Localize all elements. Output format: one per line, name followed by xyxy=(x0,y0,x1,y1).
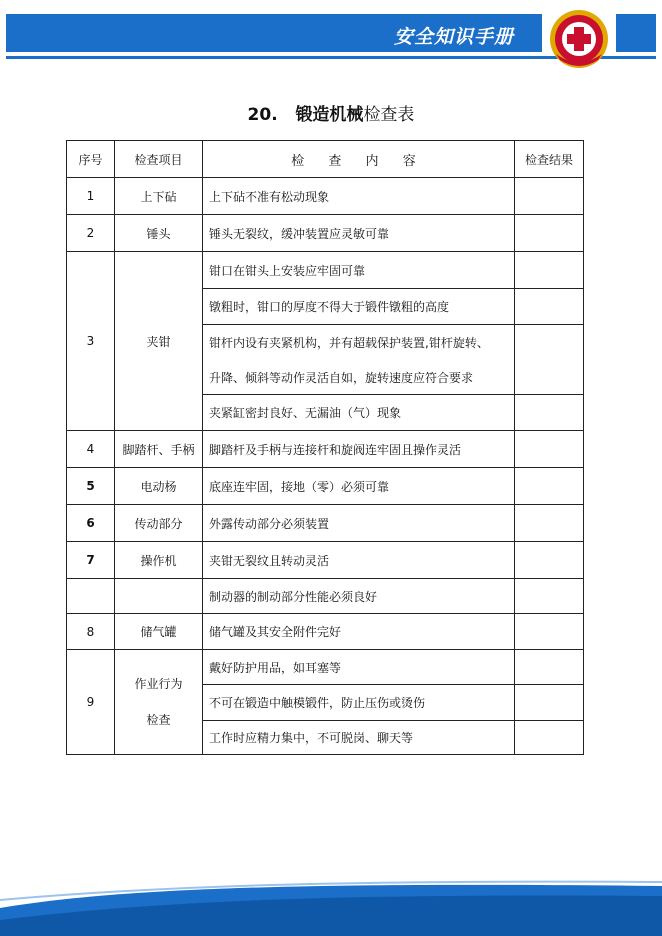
result-cell[interactable] xyxy=(515,685,584,721)
row-number: 4 xyxy=(67,431,115,468)
result-cell[interactable] xyxy=(515,215,584,252)
check-item: 电动杨 xyxy=(115,468,203,505)
row-number: 7 xyxy=(67,542,115,579)
check-item: 传动部分 xyxy=(115,505,203,542)
check-content: 戴好防护用品，如耳塞等 xyxy=(203,650,515,685)
row-number: 3 xyxy=(67,252,115,431)
title-bold: 锻造机械 xyxy=(295,105,364,125)
check-content: 不可在锻造中触模锻件，防止压伤或烫伤 xyxy=(203,685,515,721)
check-content: 钳口在钳头上安装应牢固可靠 xyxy=(203,252,515,289)
safety-cross-emblem-icon xyxy=(548,8,610,70)
row-number: 8 xyxy=(67,614,115,650)
result-cell[interactable] xyxy=(515,289,584,325)
check-content: 脚踏杆及手柄与连接杆和旋阀连牢固且操作灵活 xyxy=(203,431,515,468)
check-content: 外露传动部分必须装置 xyxy=(203,505,515,542)
table-row xyxy=(67,215,584,252)
result-cell[interactable] xyxy=(515,542,584,579)
table-row xyxy=(67,178,584,215)
header-title: 安全知识手册 xyxy=(393,26,514,48)
table-row xyxy=(67,542,584,579)
table-row xyxy=(67,252,584,289)
check-content: 底座连牢固，接地（零）必须可靠 xyxy=(203,468,515,505)
result-cell[interactable] xyxy=(515,325,584,395)
table-header-row xyxy=(67,141,584,178)
empty-cell xyxy=(67,579,115,614)
footer-wave xyxy=(0,868,662,936)
check-content: 升降、倾斜等动作灵活自如，旋转速度应符合要求 xyxy=(203,361,515,395)
table-row xyxy=(67,579,584,614)
check-item: 储气罐 xyxy=(115,614,203,650)
header-tab xyxy=(616,14,656,52)
check-item-line-1: 作业行为 xyxy=(134,677,183,691)
table-row xyxy=(67,468,584,505)
check-item: 操作机 xyxy=(115,542,203,579)
title-light: 检查表 xyxy=(363,105,415,125)
header-band xyxy=(6,14,542,52)
table-row xyxy=(67,614,584,650)
result-cell[interactable] xyxy=(515,721,584,755)
header-content: 检 查 内 容 xyxy=(203,141,515,178)
header-no: 序号 xyxy=(67,141,115,178)
check-item-line-2: 检查 xyxy=(146,713,171,727)
result-cell[interactable] xyxy=(515,252,584,289)
check-item: 夹钳 xyxy=(115,252,203,431)
check-item: 锤头 xyxy=(115,215,203,252)
result-cell[interactable] xyxy=(515,650,584,685)
header-item: 检查项目 xyxy=(115,141,203,178)
row-number: 2 xyxy=(67,215,115,252)
table-row xyxy=(67,650,584,685)
table-row xyxy=(67,505,584,542)
check-content: 制动器的制动部分性能必须良好 xyxy=(203,579,515,614)
check-content: 镦粗时，钳口的厚度不得大于锻件镦粗的高度 xyxy=(203,289,515,325)
row-number: 5 xyxy=(67,468,115,505)
empty-cell xyxy=(115,579,203,614)
inspection-table xyxy=(66,140,584,755)
table-row xyxy=(67,431,584,468)
check-content: 夹紧缸密封良好、无漏油（气）现象 xyxy=(203,395,515,431)
check-content: 锤头无裂纹，缓冲装置应灵敏可靠 xyxy=(203,215,515,252)
check-content: 夹钳无裂纹且转动灵活 xyxy=(203,542,515,579)
check-content: 钳杆内设有夹紧机构，并有超载保护装置,钳杆旋转、 xyxy=(203,325,515,361)
check-item: 脚踏杆、手柄 xyxy=(115,431,203,468)
result-cell[interactable] xyxy=(515,178,584,215)
check-content: 储气罐及其安全附件完好 xyxy=(203,614,515,650)
check-content: 工作时应精力集中，不可脱岗、聊天等 xyxy=(203,721,515,755)
title-number: 20. xyxy=(247,105,278,125)
check-item xyxy=(115,650,203,755)
check-item: 上下砧 xyxy=(115,178,203,215)
header-result: 检查结果 xyxy=(515,141,584,178)
result-cell[interactable] xyxy=(515,431,584,468)
check-content: 上下砧不准有松动现象 xyxy=(203,178,515,215)
result-cell[interactable] xyxy=(515,395,584,431)
page-title xyxy=(0,100,662,125)
row-number: 1 xyxy=(67,178,115,215)
result-cell[interactable] xyxy=(515,468,584,505)
result-cell[interactable] xyxy=(515,505,584,542)
result-cell[interactable] xyxy=(515,579,584,614)
row-number: 9 xyxy=(67,650,115,755)
result-cell[interactable] xyxy=(515,614,584,650)
row-number: 6 xyxy=(67,505,115,542)
